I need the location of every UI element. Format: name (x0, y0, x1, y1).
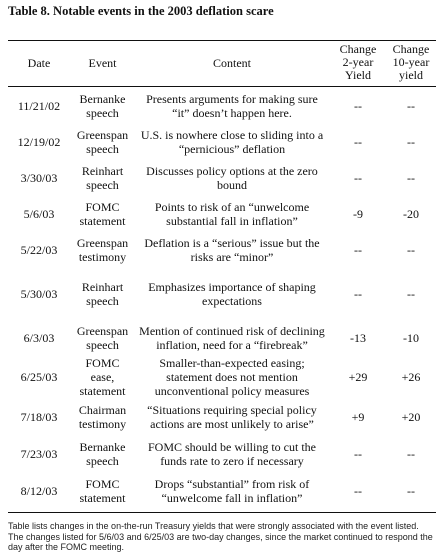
date-cell: 8/12/03 (20, 484, 58, 498)
content-cell: Mention of continued risk of declining inflation, need for a “firebreak” (139, 324, 325, 352)
content-cell: Presents arguments for making sure “it” doesn’t happen here. (146, 92, 318, 120)
event-cell: Greenspan testimony (76, 236, 129, 264)
change-2yr-cell: -- (354, 171, 362, 185)
event-cell: FOMC statement (79, 477, 126, 505)
table-row (8, 160, 436, 196)
content-cell: FOMC should be willing to cut the funds rate to zero if necessary (148, 440, 316, 468)
content-cell: Discusses policy options at the zero bound (146, 164, 318, 192)
header-rule (8, 86, 436, 87)
event-cell: FOMC ease, statement (79, 356, 126, 398)
table-row (8, 196, 436, 232)
change-2yr-cell: -- (354, 99, 362, 113)
content-cell: U.S. is nowhere close to sliding into a “pernicious” deflation (140, 128, 324, 156)
event-cell: Reinhart speech (81, 164, 124, 192)
content-cell: Smaller-than-expected easing; statement does not mention unconventional policy measures (154, 356, 310, 398)
change-2yr-cell: -- (354, 135, 362, 149)
change-10yr-cell: -10 (403, 331, 419, 345)
change-2yr-cell: -- (354, 447, 362, 461)
content-cell: Deflation is a “serious” issue but the risks are “minor” (144, 236, 320, 264)
change-2yr-cell: -13 (350, 331, 366, 345)
change-2yr-cell: -- (354, 484, 362, 498)
change-10yr-cell: +26 (401, 370, 421, 384)
content-cell: Points to risk of an “unwelcome substantial fall in inflation” (154, 200, 310, 228)
table-row (8, 472, 436, 510)
header-date: Date (27, 55, 51, 70)
change-10yr-cell: +20 (401, 410, 421, 424)
date-cell: 6/25/03 (20, 370, 58, 384)
change-10yr-cell: -- (407, 484, 415, 498)
change-10yr-cell: -- (407, 287, 415, 301)
change-2yr-cell: -- (354, 287, 362, 301)
date-cell: 6/3/03 (23, 331, 55, 345)
table-row (8, 320, 436, 356)
bottom-rule (8, 512, 436, 513)
change-2yr-cell: -9 (353, 207, 363, 221)
date-cell: 12/19/02 (17, 135, 61, 149)
table-row (8, 436, 436, 472)
event-cell: Bernanke speech (79, 92, 126, 120)
date-cell: 3/30/03 (20, 171, 58, 185)
change-10yr-cell: -- (407, 99, 415, 113)
table-row (8, 232, 436, 268)
content-cell: “Situations requiring special policy actions are most unlikely to arise” (147, 403, 317, 431)
table-footnote: Table lists changes in the on-the-run Treasury yields that were strongly associated with the event listed. The changes listed for 5/6/03 and 6/25/03 are two-day changes, since the market continued to respond the day after the FOMC meeting. (8, 521, 433, 552)
change-2yr-cell: +9 (351, 410, 365, 424)
table-title: Table 8. Notable events in the 2003 deflation scare (8, 4, 274, 18)
date-cell: 5/22/03 (20, 243, 58, 257)
table-row (8, 268, 436, 320)
header-content: Content (213, 55, 251, 70)
table-row (8, 124, 436, 160)
change-2yr-cell: +29 (348, 370, 368, 384)
change-10yr-cell: -- (407, 171, 415, 185)
header-change-10yr: Change 10-year yield (392, 42, 430, 82)
content-cell: Drops “substantial” from risk of “unwelcome fall in inflation” (154, 477, 310, 505)
date-cell: 5/6/03 (23, 207, 55, 221)
change-10yr-cell: -20 (403, 207, 419, 221)
date-cell: 7/18/03 (20, 410, 58, 424)
date-cell: 7/23/03 (20, 447, 58, 461)
event-cell: Chairman testimony (78, 403, 127, 431)
event-cell: Reinhart speech (81, 280, 124, 308)
content-cell: Emphasizes importance of shaping expectations (148, 280, 316, 308)
date-cell: 11/21/02 (17, 99, 61, 113)
change-10yr-cell: -- (407, 447, 415, 461)
event-cell: Greenspan speech (76, 128, 129, 156)
change-10yr-cell: -- (407, 243, 415, 257)
date-cell: 5/30/03 (20, 287, 58, 301)
table-row (8, 88, 436, 124)
change-2yr-cell: -- (354, 243, 362, 257)
change-10yr-cell: -- (407, 135, 415, 149)
event-cell: Bernanke speech (79, 440, 126, 468)
event-cell: Greenspan speech (76, 324, 129, 352)
table-row (8, 356, 436, 398)
header-change-2yr: Change 2-year Yield (339, 42, 377, 82)
header-event: Event (88, 55, 117, 70)
event-cell: FOMC statement (79, 200, 126, 228)
table-row (8, 398, 436, 436)
